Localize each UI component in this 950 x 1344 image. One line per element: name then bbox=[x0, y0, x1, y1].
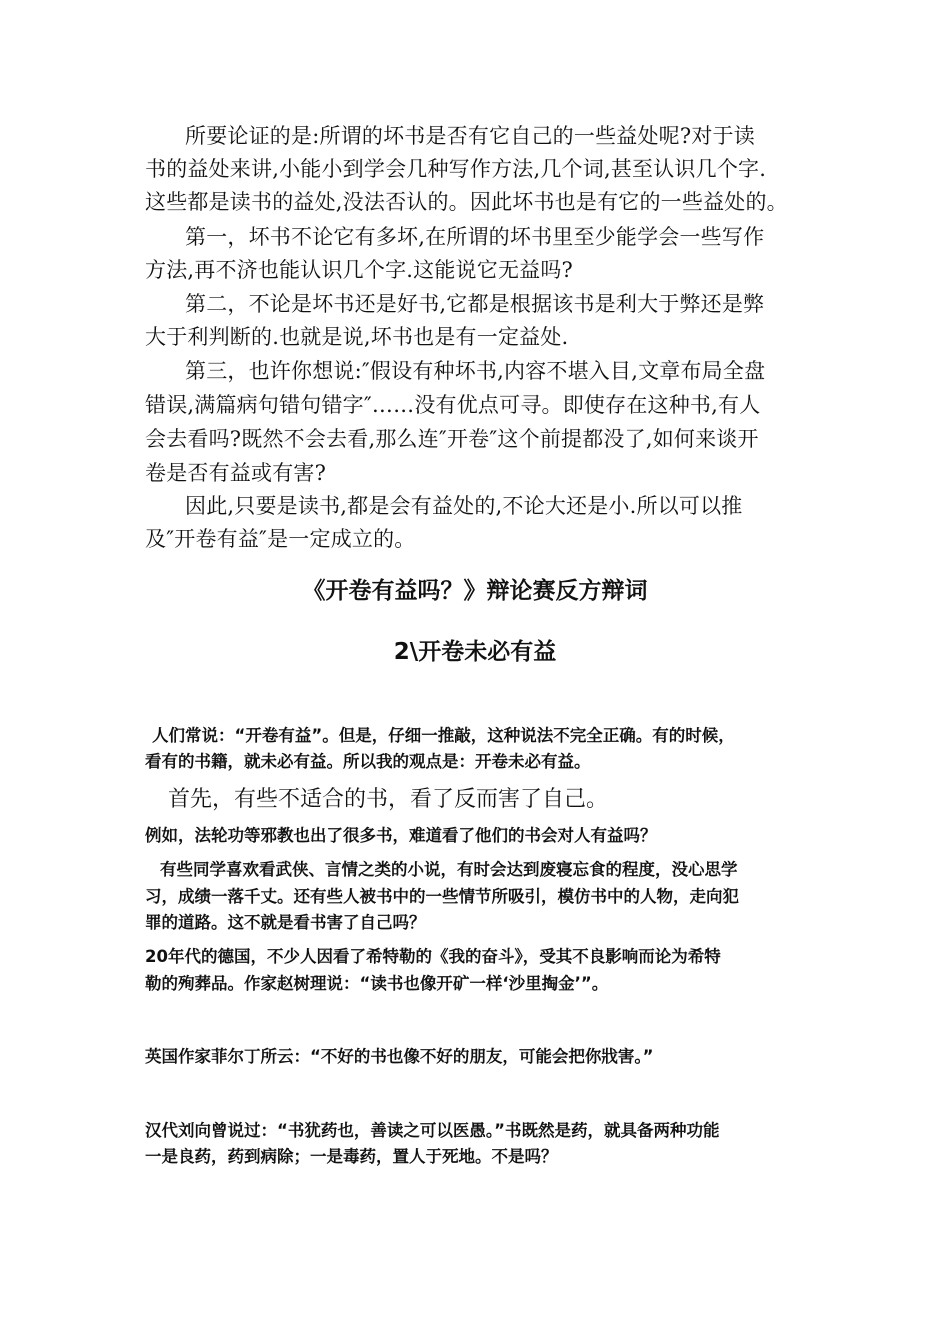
paragraph-line: 大于利判断的.也就是说,坏书也是有一定益处. bbox=[145, 325, 569, 349]
paragraph-line: 因此,只要是读书,都是会有益处的,不论大还是小.所以可以推 bbox=[185, 494, 743, 518]
paragraph-line: 英国作家菲尔丁所云：“不好的书也像不好的朋友，可能会把你戕害。” bbox=[145, 1047, 654, 1066]
paragraph-line: 勒的殉葬品。作家赵树理说：“读书也像开矿一样‘沙里掏金’”。 bbox=[145, 974, 609, 993]
paragraph-line: 人们常说：“开卷有益”。但是，仔细一推敲，这种说法不完全正确。有的时候， bbox=[152, 726, 735, 745]
paragraph-line: 会去看吗?既然不会去看,那么连″开卷″这个前提都没了,如何来谈开 bbox=[145, 427, 759, 451]
document-title: 《开卷有益吗？》辩论赛反方辩词 bbox=[302, 578, 648, 604]
paragraph-line: 汉代刘向曾说过：“书犹药也，善读之可以医愚。”书既然是药，就具备两种功能 bbox=[145, 1121, 720, 1140]
paragraph-line: 看有的书籍，就未必有益。所以我的观点是：开卷未必有益。 bbox=[145, 752, 591, 771]
document-subtitle: 2\开卷未必有益 bbox=[393, 639, 557, 665]
paragraph-line: 20年代的德国，不少人因看了希特勒的《我的奋斗》，受其不良影响而论为希特 bbox=[145, 947, 721, 966]
paragraph-line: 及″开卷有益″是一定成立的。 bbox=[145, 527, 416, 551]
paragraph-line: 书的益处来讲,小能小到学会几种写作方法,几个词,甚至认识几个字. bbox=[145, 157, 767, 181]
paragraph-line: 卷是否有益或有害? bbox=[145, 461, 327, 485]
paragraph-line: 方法,再不济也能认识几个字.这能说它无益吗? bbox=[145, 258, 574, 282]
paragraph-line: 错误,满篇病句错句错字″……没有优点可寻。即使存在这种书,有人 bbox=[145, 393, 761, 417]
paragraph-line: 罪的道路。这不就是看书害了自己吗？ bbox=[145, 913, 426, 932]
paragraph-line-emphasis: 首先，有些不适合的书，看了反而害了自己。 bbox=[168, 787, 609, 812]
paragraph-line: 这些都是读书的益处,没法否认的。因此坏书也是有它的一些益处的。 bbox=[145, 190, 788, 214]
paragraph-line: 例如，法轮功等邪教也出了很多书，难道看了他们的书会对人有益吗？ bbox=[145, 826, 657, 845]
paragraph-line: 第二，不论是坏书还是好书,它都是根据该书是利大于弊还是弊 bbox=[185, 292, 765, 316]
paragraph-line: 所要论证的是:所谓的坏书是否有它自己的一些益处呢?对于读 bbox=[185, 124, 755, 148]
paragraph-line: 一是良药，药到病除；一是毒药，置人于死地。不是吗？ bbox=[145, 1147, 558, 1166]
paragraph-line: 第三，也许你想说:″假设有种坏书,内容不堪入目,文章布局全盘 bbox=[185, 359, 766, 383]
paragraph-line: 有些同学喜欢看武侠、言情之类的小说，有时会达到废寝忘食的程度，没心思学 bbox=[160, 860, 738, 879]
paragraph-line: 第一，坏书不论它有多坏,在所谓的坏书里至少能学会一些写作 bbox=[185, 225, 765, 249]
paragraph-line: 习，成绩一落千丈。还有些人被书中的一些情节所吸引，模仿书中的人物，走向犯 bbox=[145, 887, 739, 906]
